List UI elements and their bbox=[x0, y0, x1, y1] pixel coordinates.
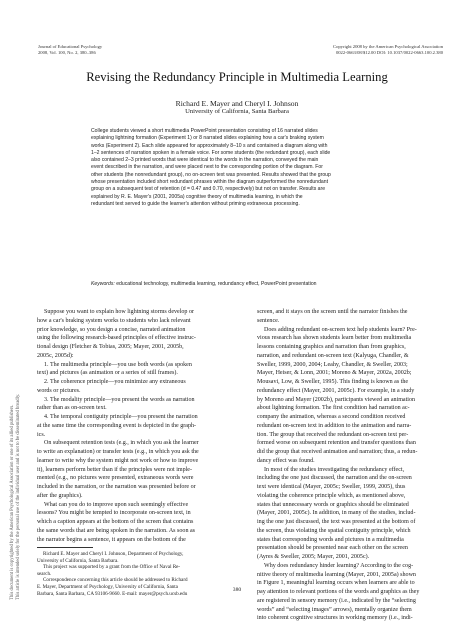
copyright-side-note bbox=[10, 170, 23, 600]
body-text-line: redundant on-screen text in addition to the animation and narra- bbox=[257, 422, 412, 429]
body-text-line: in Figure 1, meaningful learning occurs when learners are able to bbox=[257, 580, 415, 587]
keywords-text: educational technology, multimedia learning, redundancy effect, PowerPoint presentation bbox=[116, 281, 317, 287]
abstract-line: event described in the narration, and were placed next to the corresponding portion of the diagram. For bbox=[91, 164, 323, 171]
body-text-line: nitive theory of multimedia learning (Mayer, 2001, 2005a) shown bbox=[257, 571, 416, 578]
body-text-line: screen, and it stays on the screen until the narrator finishes the bbox=[257, 309, 408, 315]
body-text-line: tional design (Fletcher & Tobias, 2005; Mayer, 2001, 2005b, bbox=[37, 344, 184, 350]
abstract-line: College students viewed a short multimedia PowerPoint presentation consisting of 16 narrated slides bbox=[91, 128, 318, 134]
article-title: Revising the Redundancy Principle in Multimedia Learning bbox=[86, 70, 388, 84]
keywords bbox=[91, 281, 399, 288]
abstract-line: explained by R. E. Mayer's (2001, 2005a) cognitive theory of multimedia learning, in which the bbox=[91, 193, 303, 200]
body-text-line: including the one just discussed, the narration and the on-screen bbox=[257, 475, 412, 482]
body-text-line: 2. The coherence principle—you minimize any extraneous bbox=[44, 379, 186, 385]
abstract-line: works (Experiment 2). Each slide appeared for approximately 8–10 s and contained a diagram along with bbox=[91, 142, 328, 149]
author-affiliation: University of California, Santa Barbara bbox=[185, 108, 289, 115]
abstract-line: explaining lightning formation (Experiment 1) or 8 narrated slides explaining how a car's braking system bbox=[91, 135, 324, 142]
body-text-line: dancy effect was found. bbox=[257, 457, 315, 464]
body-column-left bbox=[37, 308, 227, 544]
body-text-line: company the animation, whereas a second condition received bbox=[257, 414, 406, 420]
author-list: Richard E. Mayer and Cheryl I. Johnson bbox=[175, 99, 299, 108]
footnote-line: University of California, Santa Barbara. bbox=[37, 557, 119, 564]
footnote-line: search. bbox=[37, 570, 52, 577]
body-text-line: using the following research-based principles of effective instruc- bbox=[37, 335, 196, 342]
abstract-line: 1–2 sentences of narration spoken in a female voice. For some students (the redundant group), each slide bbox=[91, 149, 331, 156]
body-text-line: What can you do to improve upon such seemingly effective bbox=[44, 501, 189, 508]
footnote-line: This project was supported by a grant from the Office of Naval Re- bbox=[43, 564, 181, 571]
body-text-line: rather than as on-screen text. bbox=[37, 405, 107, 412]
body-text-line: 1. The multimedia principle—you use both words (as spoken bbox=[44, 361, 192, 368]
copyright-notice bbox=[333, 44, 443, 55]
abstract-line: also contained 2–3 printed words that were identical to the words in the narration, conveyed the main bbox=[91, 157, 319, 164]
abstract bbox=[91, 128, 399, 208]
body-text-line: Sweller, 1999, 2000, 2004; Leahy, Chandler, & Sweller, 2003; bbox=[257, 361, 408, 368]
journal-name: Journal of Educational Psychology bbox=[38, 44, 103, 49]
body-text-line: ing the one just discussed, the text was presented at the bottom of bbox=[257, 519, 416, 525]
body-text-line: states that unnecessary words or graphics should be eliminated bbox=[257, 501, 409, 508]
body-text-line: tion. The group that received the redundant on-screen text per- bbox=[257, 431, 409, 438]
side-note-line: This document is copyrighted by the American Psychological Association or one of its allied publishers. bbox=[10, 404, 15, 600]
body-text-line: to write an explanation) or transfer tests (e.g., in which you ask the bbox=[37, 449, 199, 455]
body-text-line: which a caption appears at the bottom of the screen that contains bbox=[37, 519, 194, 525]
body-column-right bbox=[257, 308, 447, 623]
footnote-line: Barbara, Santa Barbara, CA 93106-9660. E-mail: mayer@psych.ucsb.edu bbox=[37, 590, 188, 597]
body-text-line: Suppose you want to explain how lightning storms develop or bbox=[44, 309, 194, 315]
body-text-line: formed worse on subsequent retention and transfer questions than bbox=[257, 440, 416, 447]
body-text-line: sentence. bbox=[257, 317, 280, 324]
body-text-line: violating the coherence principle which, as mentioned above, bbox=[257, 492, 406, 499]
abstract-line: group on a subsequent test of retention (d = 0.47 and 0.70, respectively) but not on transfer. Results are bbox=[91, 186, 326, 193]
body-text-line: 3. The modality principle—you present the words as narration bbox=[44, 396, 195, 403]
body-text-line: Why does redundancy hinder learning? According to the cog- bbox=[264, 562, 414, 569]
body-text-line: narration, and redundant on-screen text (Kalyuga, Chandler, & bbox=[257, 352, 409, 359]
body-text-line: the narrator begins a sentence, it appears on the bottom of the bbox=[37, 536, 186, 543]
footnote-divider bbox=[37, 547, 93, 548]
body-text-line: the screen, thus violating the spatial contiguity principle, which bbox=[257, 527, 411, 534]
abstract-line: other students (the nonredundant group), no on-screen text was presented. Results showed that the group bbox=[91, 171, 331, 178]
body-text-line: included in the narration, or the narration was presented before or bbox=[37, 484, 196, 490]
body-text-line: did the group that received animation and narration; thus, a redun- bbox=[257, 449, 418, 455]
body-text-line: ics. bbox=[37, 431, 46, 438]
body-text-line: (Mayer, 2001, 2005c). In addition, in many of the studies, includ- bbox=[257, 510, 416, 517]
body-text-line: lessons? You might be tempted to incorporate on-screen text, in bbox=[37, 510, 191, 517]
keywords-label: Keywords: bbox=[91, 281, 115, 287]
body-text-line: Mayer, Heiser, & Lonn, 2001; Moreno & Mayer, 2002a, 2002b; bbox=[257, 370, 412, 377]
body-text-line: how a car's braking system works to students who lack relevant bbox=[37, 317, 191, 324]
body-text-line: words or pictures. bbox=[37, 387, 81, 394]
body-text-line: the same words that are being spoken in the narration. As soon as bbox=[37, 527, 196, 534]
footnote-line: Richard E. Mayer and Cheryl I. Johnson, Department of Psychology, bbox=[43, 551, 184, 557]
body-text-line: redundancy effect (Mayer, 2001, 2005c). For example, in a study bbox=[257, 387, 415, 394]
body-text-line: presentation should be presented near each other on the screen bbox=[257, 545, 408, 552]
body-text-line: into coherent cognitive structures in working memory (i.e., indi- bbox=[257, 615, 413, 622]
body-text-line: (Ayres & Sweller, 2005; Mayer, 2001, 2005c). bbox=[257, 554, 370, 560]
body-text-line: Does adding redundant on-screen text help students learn? Pre- bbox=[264, 326, 417, 333]
body-text-line: it), learners perform better than if the principles were not imple- bbox=[37, 466, 192, 473]
footnote-line: Correspondence concerning this article should be addressed to Richard bbox=[43, 577, 188, 584]
side-note-line: This article is intended solely for the personal use of the individual user and is not to be disseminated broadly. bbox=[16, 393, 22, 600]
doi-line: 0022-0663/08/$12.00 DOI: 10.1037/0022-0663.100.2.380 bbox=[335, 49, 443, 55]
body-text-line: mented (e.g., no pictures were presented, extraneous words were bbox=[37, 475, 194, 482]
body-text-line: about lightning formation. The first condition had narration ac- bbox=[257, 405, 410, 412]
body-text-line: by Moreno and Mayer (2002b), participants viewed an animation bbox=[257, 396, 416, 403]
body-text-line: lessons containing graphics and narration than from graphics, bbox=[257, 344, 406, 350]
body-text-line: Mousavi, Low, & Sweller, 1995). This finding is known as the bbox=[257, 379, 409, 385]
body-text-line: 2005c, 2005d): bbox=[37, 352, 74, 359]
body-text-line: 4. The temporal contiguity principle—you present the narration bbox=[44, 414, 198, 420]
body-text-line: In most of the studies investigating the redundancy effect, bbox=[264, 466, 405, 473]
body-text-line: are registered in sensory memory (i.e., indicated by the “selecting bbox=[257, 597, 416, 604]
body-text-line: pay attention to relevant portions of the words and graphics as they bbox=[257, 589, 420, 595]
body-text-line: text were identical (Mayer, 2005c; Sweller, 1999, 2005), thus bbox=[257, 484, 406, 490]
footnote-line: E. Mayer, Department of Psychology, University of California, Santa bbox=[37, 583, 178, 590]
body-text-line: after the graphics). bbox=[37, 492, 83, 499]
copyright-line: Copyright 2008 by the American Psychological Association bbox=[333, 44, 443, 49]
journal-citation bbox=[38, 44, 102, 55]
body-text-line: vious research has shown students learn better from multimedia bbox=[257, 335, 412, 342]
body-text-line: text) and pictures (as animation or a series of still frames). bbox=[37, 370, 178, 377]
body-text-line: prior knowledge, so you design a concise, narrated animation bbox=[37, 326, 186, 333]
abstract-line: whose presentation included short redundant phrases within the diagram outperformed the nonredundant bbox=[91, 179, 329, 186]
body-text-line: On subsequent retention tests (e.g., in which you ask the learner bbox=[44, 440, 199, 447]
page-number: 380 bbox=[232, 587, 242, 593]
body-text-line: words” and “selecting images” arrows), mentally organize them bbox=[257, 606, 412, 613]
body-text-line: learner to write why the system might not work or how to improve bbox=[37, 457, 199, 464]
abstract-line: redundant text served to guide the learner's attention without priming extraneous processing. bbox=[91, 200, 300, 207]
journal-volume: 2008, Vol. 100, No. 2, 380–386 bbox=[38, 49, 96, 55]
body-text-line: states that corresponding words and pictures in a multimedia bbox=[257, 536, 404, 543]
body-text-line: at the same time the corresponding event is depicted in the graph- bbox=[37, 422, 197, 429]
